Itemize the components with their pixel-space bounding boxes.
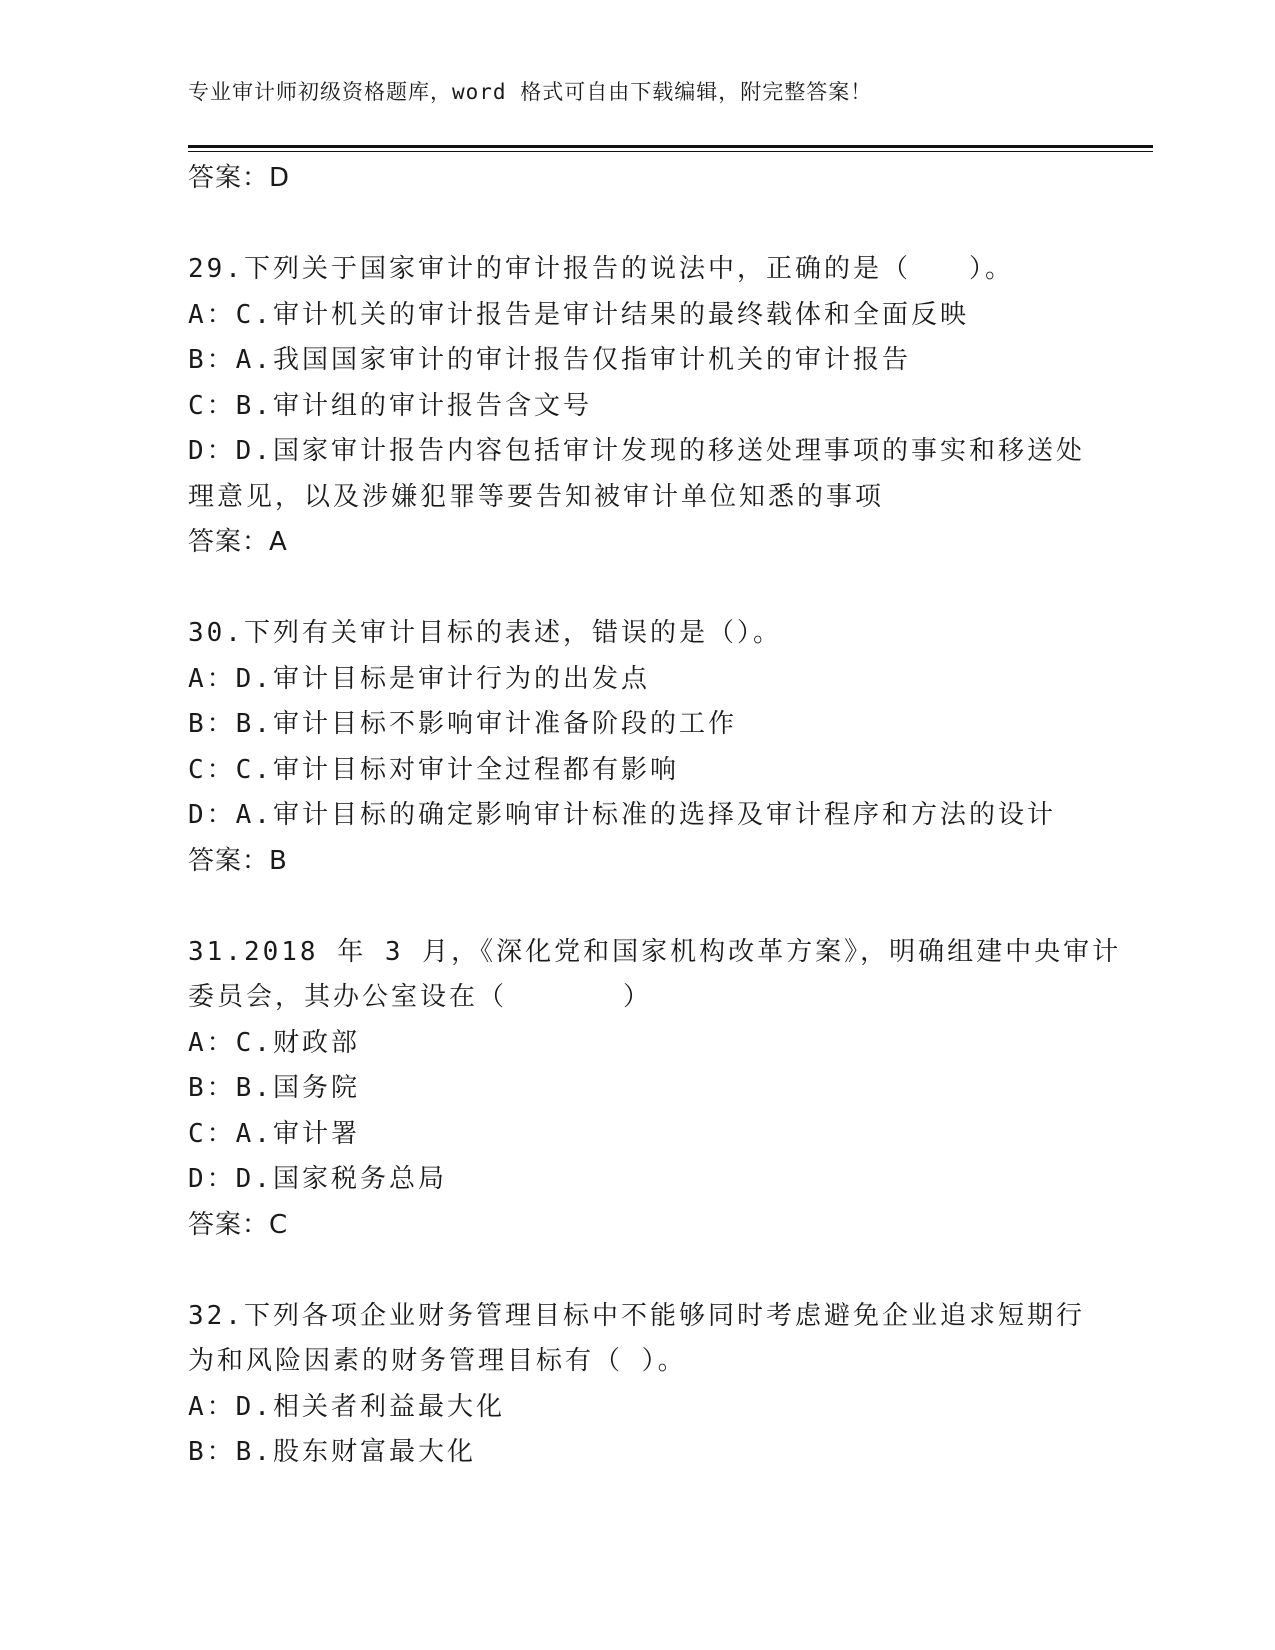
option-b: B：B.国务院	[188, 1073, 360, 1103]
spacer	[188, 884, 1088, 930]
question-30	[188, 611, 1088, 884]
option-a: A：C.审计机关的审计报告是审计结果的最终载体和全面反映	[188, 299, 969, 330]
question-list	[188, 156, 1122, 1476]
spacer	[188, 1248, 1088, 1294]
option-c: C：C.审计目标对审计全过程都有影响	[188, 754, 679, 785]
answer-line: 答案：C	[188, 1209, 289, 1240]
option-d: D：D.国家审计报告内容包括审计发现的移送处理事项的事实和移送处	[188, 436, 1085, 466]
option-d: D：A.审计目标的确定影响审计标准的选择及审计程序和方法的设计	[188, 800, 1056, 830]
spacer	[188, 202, 1088, 248]
question-stem-continued: 委员会，其办公室设在（ ）	[188, 982, 653, 1012]
option-b: B：B.审计目标不影响审计准备阶段的工作	[188, 709, 737, 739]
option-a: A：C.财政部	[188, 1027, 360, 1058]
question-29	[188, 247, 1088, 566]
question-31	[188, 930, 1122, 1249]
spacer	[188, 566, 1088, 612]
answer-line: 答案：D	[188, 163, 291, 193]
question-stem: 32.下列各项企业财务管理目标中不能够同时考虑避免企业追求短期行	[188, 1300, 1085, 1331]
question-stem: 30.下列有关审计目标的表述，错误的是（）。	[188, 618, 782, 648]
option-a: A：D.相关者利益最大化	[188, 1391, 505, 1422]
option-b: B：A.我国国家审计的审计报告仅指审计机关的审计报告	[188, 345, 911, 375]
header-divider	[188, 145, 1153, 148]
option-a: A：D.审计目标是审计行为的出发点	[188, 663, 650, 694]
question-32	[188, 1294, 1088, 1476]
question-stem-continued: 为和风险因素的财务管理目标有（ ）。	[188, 1346, 687, 1376]
question-stem: 31.2018 年 3 月，《深化党和国家机构改革方案》，明确组建中央审计	[188, 936, 1122, 967]
answer-line: 答案：A	[188, 527, 288, 557]
option-c: C：A.审计署	[188, 1118, 360, 1149]
option-d: D：D.国家税务总局	[188, 1164, 447, 1194]
header-note: 专业审计师初级资格题库，word 格式可自由下载编辑，附完整答案！	[188, 80, 873, 104]
option-c: C：B.审计组的审计报告含文号	[188, 390, 592, 421]
answer-line: 答案：B	[188, 845, 288, 876]
option-b: B：B.股东财富最大化	[188, 1437, 476, 1467]
question-stem: 29.下列关于国家审计的审计报告的说法中，正确的是（ ）。	[188, 254, 1014, 284]
option-d-continued: 理意见，以及涉嫌犯罪等要告知被审计单位知悉的事项	[188, 481, 885, 512]
